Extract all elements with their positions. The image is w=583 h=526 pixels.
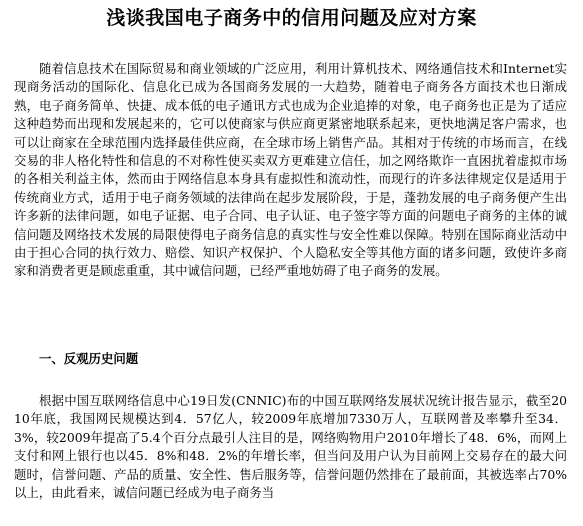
body-paragraph-intro: 随着信息技术在国际贸易和商业领域的广泛应用，利用计算机技术、网络通信技术和Internet实现商务活动的国际化、信息化已成为各国商务发展的一大趋势，随着电子商务各方面技术也日渐成熟，电子商务简单、快捷、成本低的电子通讯方式也成为企业追捧的对象，电子商务也正是为了适应这种趋势而出现和发展起来的，它可以使商家与供应商更紧密地联系起来，更快地满足客户需求，也可以让商家在全球范围内选择最佳供应商，在全球市场上销售产品。其相对于传统的市场而言，在线交易的非人格化特性和信息的不对称性使买卖双方更难建立信任，加之网络欺诈一直困扰着虚拟市场的各相关利益主体，然而由于网络信息本身具有虚拟性和流动性，而现行的许多法律规定仅是适用于传统商业方式，适用于电子商务领域的法律尚在起步发展阶段，于是，蓬勃发展的电子商务便产生出许多新的法律问题，如电子证据、电子合同、电子认证、电子签字等方面的问题电子商务的主体的诚信问题及网络技术发展的局限使得电子商务信息的真实性与安全性难以保障。特别在国际商业活动中由于担心合同的执行效力、赔偿、知识产权保护、个人隐私安全等其他方面的诸多问题，致使许多商家和消费者更是顾虑重重，其中诚信问题，已经严重地妨碍了电子商务的发展。 [14, 61, 567, 279]
section-heading: 一、反观历史问题 [39, 351, 139, 366]
document-title: 浅谈我国电子商务中的信用问题及应对方案 [106, 7, 477, 29]
body-paragraph-history: 根据中国互联网络信息中心19日发(CNNIC)布的中国互联网络发展状况统计报告显示，截至2010年底，我国网民规模达到4．57亿人，较2009年底增加7330万人，互联网普及率攀升至34．3%，较2009年提高了5.4个百分点最引人注目的是，网络购物用户2010年增长了48．6%，而网上支付和网上银行也以45．8%和48．2%的年增长率，但当问及用户认为目前网上交易存在的最大问题时，信誉问题、产品的质量、安全性、售后服务等，信誉问题仍然排在了最前面，其被选率占70%以上，由此看来，诚信问题已经成为电子商务当 [14, 393, 567, 501]
